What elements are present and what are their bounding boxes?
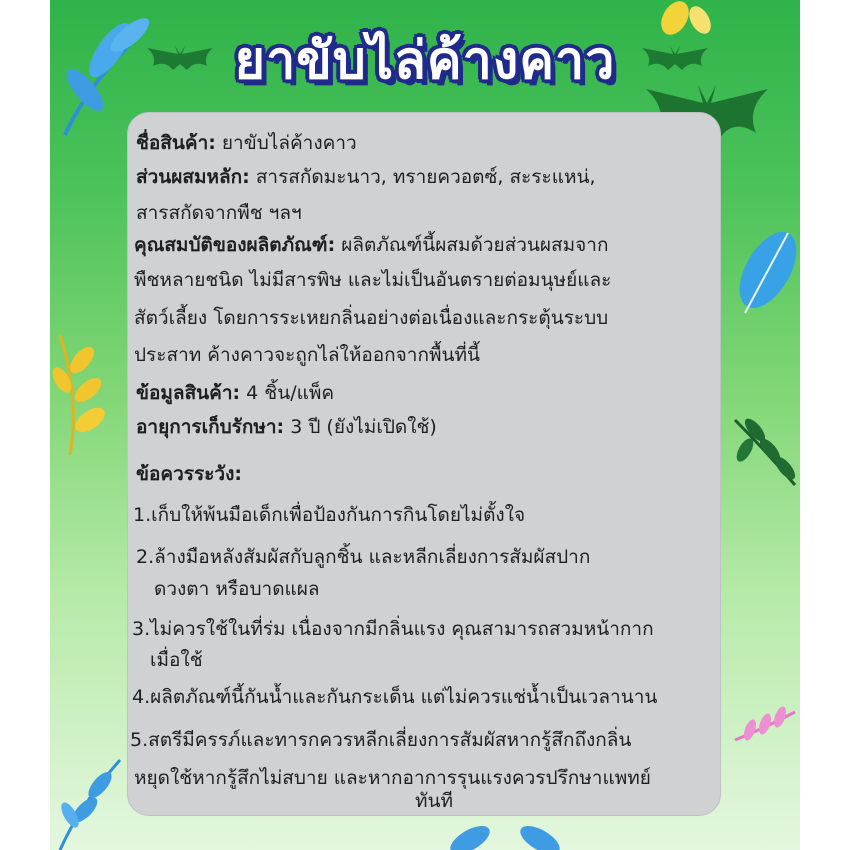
ingredients-line2: สารสกัดจากพืช ฯลฯ: [136, 202, 302, 224]
ingredients-value: สารสกัดมะนาว, ทรายควอตซ์, สะระแหน่,: [249, 166, 596, 188]
pink-leaf-branch-icon: [730, 700, 800, 750]
caution-item-3: 3.ไม่ควรใช้ในที่ร่ม เนื่องจากมีกลิ่นแรง คุณสามารถสวมหน้ากาก: [132, 618, 654, 640]
caution-item-1: 1.เก็บให้พ้นมือเด็กเพื่อป้องกันการกินโดยไม่ตั้งใจ: [133, 504, 526, 526]
caution-item-4: 4.ผลิตภัณฑ์นี้กันน้ำและกันกระเด็น แต่ไม่ควรแช่น้ำเป็นเวลานาน: [132, 686, 658, 708]
caution-item-5-cont: หยุดใช้หากรู้สึกไม่สบาย และหากอาการรุนแรงควรปรึกษาแพทย์: [134, 767, 651, 789]
caution-item-2: 2.ล้างมือหลังสัมผัสกับลูกชิ้น และหลีกเลี่ยงการสัมผัสปาก: [136, 546, 591, 568]
caution-item-5: 5.สตรีมีครรภ์และทารกควรหลีกเลี่ยงการสัมผัสหากรู้สึกถึงกลิ่น: [130, 729, 632, 751]
shelf-life-value: 3 ปี (ยังไม่เปิดใช้): [284, 416, 437, 438]
info-panel: [127, 112, 721, 816]
dark-green-leaf-branch-icon: [730, 410, 800, 490]
shelf-life-label: อายุการเก็บรักษา:: [136, 416, 285, 438]
poster: [50, 0, 800, 850]
properties-value: ผลิตภัณฑ์นี้ผสมด้วยส่วนผสมจาก: [335, 234, 609, 256]
product-name-value: ยาขับไล่ค้างคาว: [215, 132, 357, 154]
yellow-leaf-branch-icon: [50, 330, 125, 460]
caution-item-3-cont: เมื่อใช้: [150, 649, 203, 671]
properties-line4: ประสาท ค้างคาวจะถูกไล่ให้ออกจากพื้นที่นี้: [134, 344, 481, 366]
caution-item-2-cont: ดวงตา หรือบาดแผล: [154, 578, 320, 600]
product-name-row: [136, 131, 357, 155]
product-info-value: 4 ชิ้น/แพ็ค: [240, 382, 335, 404]
product-info-label: ข้อมูลสินค้า:: [136, 382, 241, 404]
cautions-heading: ข้อควรระวัง:: [136, 463, 242, 485]
ingredients-row: [136, 165, 596, 189]
blue-leaf-icon: [430, 815, 590, 850]
product-info-row: [136, 381, 334, 405]
blue-leaf-icon: [730, 225, 800, 320]
blue-leaf-branch-icon: [50, 755, 130, 850]
properties-row: [134, 233, 608, 257]
product-name-label: ชื่อสินค้า:: [136, 132, 216, 154]
caution-item-5-end: ทันที: [415, 790, 454, 812]
shelf-life-row: [136, 415, 437, 439]
page-title: ยาขับไล่ค้างคาว: [234, 31, 616, 91]
properties-line3: สัตว์เลี้ยง โดยการระเหยกลิ่นอย่างต่อเนื่องและกระตุ้นระบบ: [134, 307, 609, 329]
properties-line2: พืชหลายชนิด ไม่มีสารพิษ และไม่เป็นอันตรายต่อมนุษย์และ: [134, 269, 612, 291]
ingredients-label: ส่วนผสมหลัก:: [136, 166, 250, 188]
properties-label: คุณสมบัติของผลิตภัณฑ์:: [134, 234, 336, 256]
